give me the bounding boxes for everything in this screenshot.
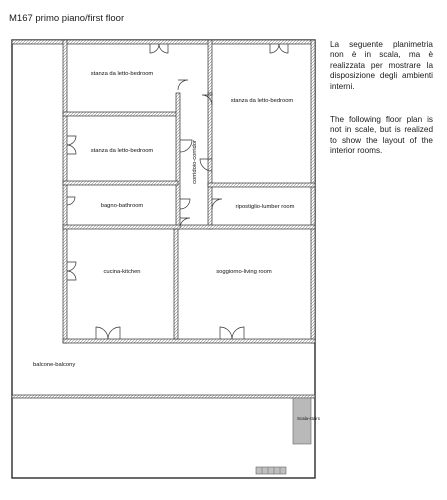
label-living-room: soggiorno-living room bbox=[216, 269, 272, 275]
page-title: M167 primo piano/first floor bbox=[9, 13, 125, 24]
note-english: The following floor plan is not in scale, but is realized to show the layout of the interior rooms. bbox=[330, 115, 433, 156]
entrance-marker bbox=[256, 467, 286, 474]
label-bathroom: bagno-bathroom bbox=[100, 203, 144, 209]
stairs-area bbox=[293, 398, 311, 444]
label-bedroom-mid-left: stanza da letto-bedroom bbox=[90, 148, 154, 154]
label-stairs: Scala-stairs bbox=[297, 416, 320, 421]
building-outline bbox=[12, 40, 315, 478]
label-balcony: balcone-balcony bbox=[33, 362, 76, 368]
note-italian: La seguente planimetria non è in scala, ma è realizzata per mostrare la disposizione degli ambienti interni. bbox=[330, 40, 433, 91]
label-kitchen: cucina-kitchen bbox=[103, 269, 141, 275]
label-bedroom-top-right: stanza da letto-bedroom bbox=[230, 98, 294, 104]
label-corridor: corridoio-corridor bbox=[192, 140, 198, 184]
label-bedroom-top-left: stanza da letto-bedroom bbox=[90, 71, 154, 77]
label-lumber-room: ripostiglio-lumber room bbox=[235, 204, 295, 210]
